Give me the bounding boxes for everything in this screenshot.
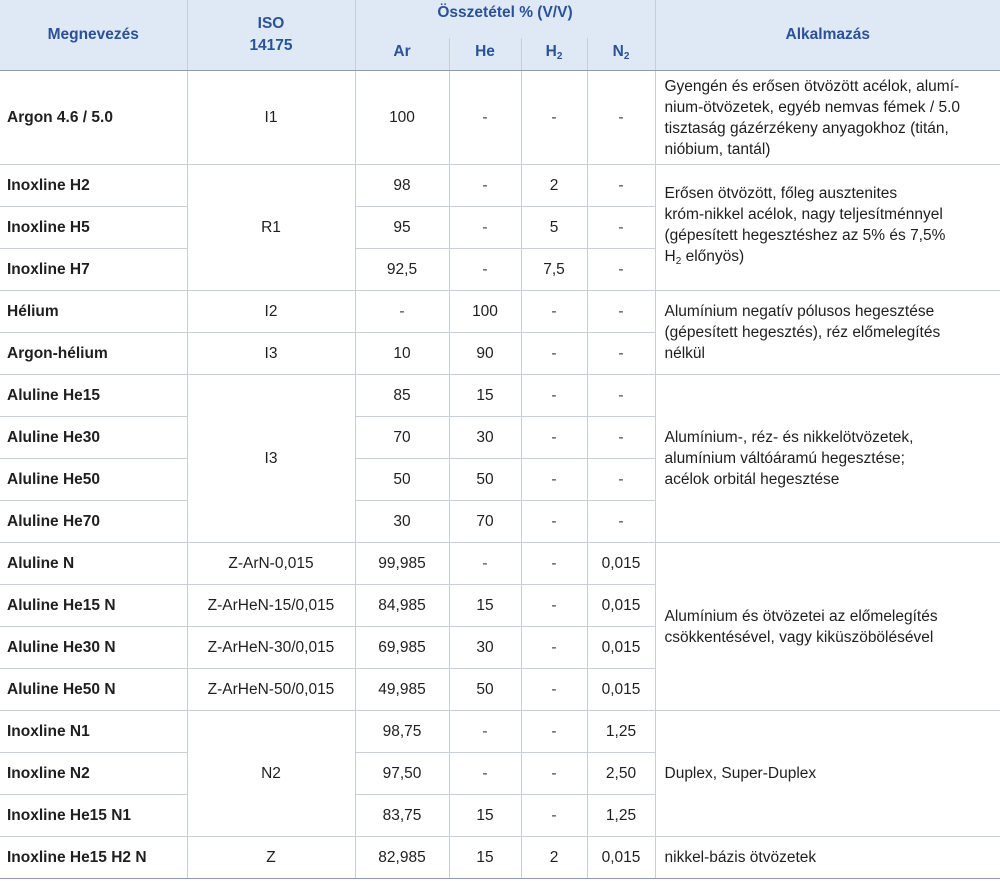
row-iso: Z-ArN-0,015 [187,543,355,585]
row-iso: Z-ArHeN-30/0,015 [187,627,355,669]
row-iso: Z [187,837,355,879]
header-application: Alkalmazás [655,0,1000,71]
header-n2-sub: 2 [623,50,630,62]
header-he: He [449,38,521,71]
row-ar: 99,985 [355,543,449,585]
row-he: - [449,71,521,165]
row-he: - [449,543,521,585]
row-iso: I3 [187,375,355,543]
row-he: 15 [449,375,521,417]
header-h2 [521,38,587,71]
header-iso-line2: 14175 [249,37,293,54]
row-name: Aluline He70 [0,501,187,543]
row-name: Hélium [0,291,187,333]
row-name: Inoxline H7 [0,249,187,291]
table-row [0,71,1000,165]
row-name: Inoxline He15 H2 N [0,837,187,879]
application-inoxline-n: Duplex, Super-Duplex [655,711,1000,837]
row-he: 15 [449,795,521,837]
row-he: 50 [449,669,521,711]
row-n2: - [587,71,655,165]
header-iso [187,0,355,71]
table-row [0,291,1000,333]
row-name: Inoxline H5 [0,207,187,249]
row-name: Aluline He50 N [0,669,187,711]
row-name: Inoxline N1 [0,711,187,753]
row-n2: 1,25 [587,711,655,753]
row-iso: R1 [187,165,355,291]
row-h2: - [521,543,587,585]
row-ar: 82,985 [355,837,449,879]
row-n2: - [587,375,655,417]
header-n2-letter: N [612,42,624,60]
row-name: Aluline He50 [0,459,187,501]
row-ar: 98 [355,165,449,207]
row-n2: - [587,417,655,459]
header-iso-line1: ISO [257,15,285,32]
row-ar: 92,5 [355,249,449,291]
row-he: 70 [449,501,521,543]
application-aluline-he: Alumínium-, réz- és nikkelötvözetek, alumínium váltóáramú hegesztése; acélok orbitál hegesztése [655,375,1000,543]
row-n2: - [587,501,655,543]
row-h2: - [521,753,587,795]
row-n2: 0,015 [587,543,655,585]
row-name: Argon-hélium [0,333,187,375]
application-aluline-n: Alumínium és ötvözetei az előmelegítés csökkentésével, vagy kiküszöbölésével [655,543,1000,711]
header-h2-sub: 2 [556,50,563,62]
row-ar: 10 [355,333,449,375]
row-n2: - [587,249,655,291]
row-iso: I1 [187,71,355,165]
row-iso: Z-ArHeN-50/0,015 [187,669,355,711]
table-row [0,837,1000,879]
row-h2: 2 [521,837,587,879]
table-row [0,543,1000,585]
row-he: 30 [449,417,521,459]
row-ar: 49,985 [355,669,449,711]
row-name: Aluline He30 [0,417,187,459]
row-he: 15 [449,837,521,879]
row-ar: 95 [355,207,449,249]
header-h2-letter: H [545,42,557,60]
row-h2: 2 [521,165,587,207]
row-n2: - [587,207,655,249]
row-n2: - [587,459,655,501]
row-he: - [449,753,521,795]
row-n2: 0,015 [587,585,655,627]
header-composition: Összetétel % (V/V) [355,0,655,38]
row-he: 15 [449,585,521,627]
application-inoxline-h: Erősen ötvözött, főleg ausztenites króm-nikkel acélok, nagy teljesítménnyel (gépesített hegesztéshez az 5% és 7,5% $H_2$ előnyös) [655,165,1000,291]
row-n2: - [587,333,655,375]
row-he: 100 [449,291,521,333]
row-n2: 0,015 [587,627,655,669]
application-nickel: nikkel-bázis ötvözetek [655,837,1000,879]
row-h2: 5 [521,207,587,249]
row-ar: 98,75 [355,711,449,753]
row-he: 90 [449,333,521,375]
row-iso: I3 [187,333,355,375]
row-he: 50 [449,459,521,501]
row-ar: 70 [355,417,449,459]
row-he: 30 [449,627,521,669]
table-row [0,711,1000,753]
row-name: Aluline He15 N [0,585,187,627]
row-ar: 69,985 [355,627,449,669]
row-ar: 83,75 [355,795,449,837]
row-ar: 100 [355,71,449,165]
header-ar: Ar [355,38,449,71]
row-n2: 2,50 [587,753,655,795]
row-name: Inoxline N2 [0,753,187,795]
row-h2: - [521,375,587,417]
row-ar: 50 [355,459,449,501]
row-h2: - [521,459,587,501]
row-name: Inoxline H2 [0,165,187,207]
row-name: Argon 4.6 / 5.0 [0,71,187,165]
row-n2: - [587,165,655,207]
row-he: - [449,711,521,753]
application-helium: Alumínium negatív pólusos hegesztése (gépesített hegesztés), réz előmelegítés nélkül [655,291,1000,375]
row-ar: 85 [355,375,449,417]
row-h2: - [521,333,587,375]
application-argon: Gyengén és erősen ötvözött acélok, alumí- nium-ötvözetek, egyéb nemvas fémek / 5.0 tisztaság gázérzékeny anyagokhoz (titán, nióbium, tantál) [655,71,1000,165]
row-iso: N2 [187,711,355,837]
row-ar: - [355,291,449,333]
row-n2: 0,015 [587,837,655,879]
row-name: Inoxline He15 N1 [0,795,187,837]
row-h2: - [521,669,587,711]
row-h2: - [521,71,587,165]
row-ar: 84,985 [355,585,449,627]
row-h2: - [521,711,587,753]
row-n2: - [587,291,655,333]
row-h2: - [521,585,587,627]
header-n2 [587,38,655,71]
row-he: - [449,249,521,291]
table-row [0,375,1000,417]
row-he: - [449,165,521,207]
row-name: Aluline He15 [0,375,187,417]
row-name: Aluline N [0,543,187,585]
table-row [0,165,1000,207]
row-ar: 30 [355,501,449,543]
row-name: Aluline He30 N [0,627,187,669]
row-n2: 0,015 [587,669,655,711]
row-n2: 1,25 [587,795,655,837]
row-iso: I2 [187,291,355,333]
row-h2: - [521,291,587,333]
row-h2: - [521,795,587,837]
row-iso: Z-ArHeN-15/0,015 [187,585,355,627]
row-h2: - [521,501,587,543]
row-h2: 7,5 [521,249,587,291]
row-ar: 97,50 [355,753,449,795]
row-h2: - [521,627,587,669]
row-h2: - [521,417,587,459]
header-name: Megnevezés [0,0,187,71]
row-he: - [449,207,521,249]
